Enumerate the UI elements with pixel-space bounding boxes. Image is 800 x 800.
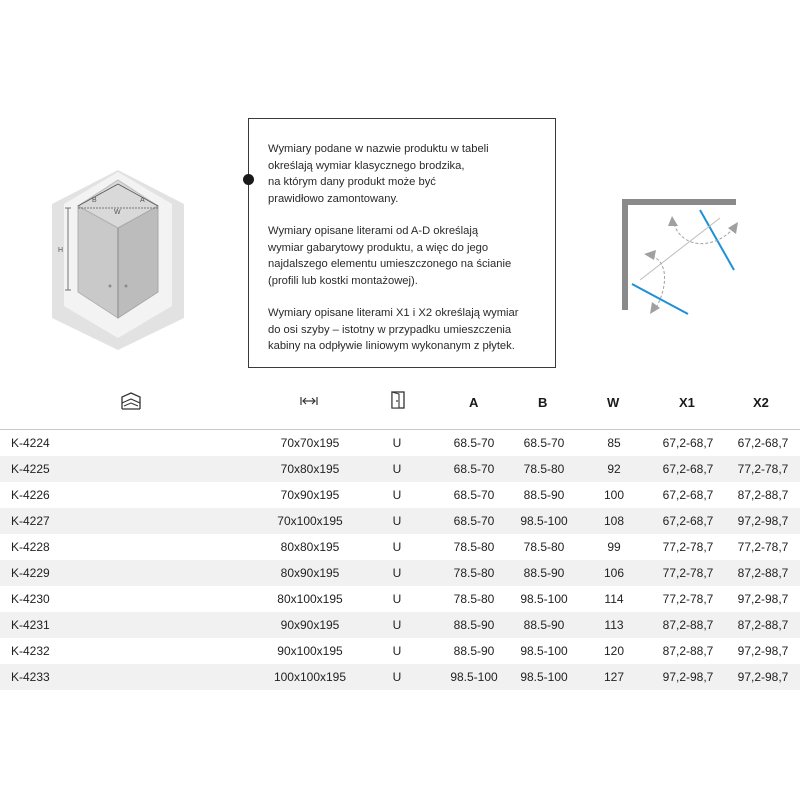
cell-dim: 70x70x195	[280, 436, 340, 450]
cell-x1: 67,2-68,7	[662, 514, 714, 528]
cell-b: 68.5-70	[523, 436, 565, 450]
cell-w: 99	[607, 540, 621, 554]
cell-b: 98.5-100	[520, 514, 568, 528]
cell-type: U	[392, 644, 402, 658]
cell-type: U	[392, 670, 402, 684]
width-arrows-icon	[300, 396, 318, 406]
cell-a: 78.5-80	[453, 540, 495, 554]
cell-x1: 97,2-98,7	[662, 670, 714, 684]
notes-paragraph-3: Wymiary opisane literami X1 i X2 określają wymiar do osi szyby – istotny w przypadku umieszczenia kabiny na odpływie liniowym wykonanym z płytek.	[268, 307, 519, 352]
cell-x2: 87,2-88,7	[737, 566, 789, 580]
table-row	[0, 560, 800, 586]
cell-type: U	[392, 540, 402, 554]
cell-b: 88.5-90	[523, 488, 565, 502]
dimensions-table	[0, 383, 800, 690]
cell-code: K-4227	[11, 514, 50, 528]
table-body	[0, 430, 800, 690]
label-a: A	[140, 197, 145, 204]
header-x1: X1	[679, 395, 695, 410]
cell-a: 88.5-90	[453, 618, 495, 632]
label-b: B	[92, 197, 97, 204]
cell-dim: 80x90x195	[280, 566, 340, 580]
label-h: H	[58, 247, 64, 254]
cell-a: 68.5-70	[453, 514, 495, 528]
table-header	[0, 383, 800, 430]
cell-dim: 100x100x195	[273, 670, 347, 684]
cell-a: 68.5-70	[453, 436, 495, 450]
cell-x1: 67,2-68,7	[662, 488, 714, 502]
cell-dim: 70x80x195	[280, 462, 340, 476]
cell-code: K-4231	[11, 618, 50, 632]
cell-type: U	[392, 566, 402, 580]
cell-b: 98.5-100	[520, 670, 568, 684]
table-row	[0, 612, 800, 638]
notes-paragraph-2: Wymiary opisane literami od A-D określają wymiar gabarytowy produktu, a więc do jego najdalszego elementu umieszczonego na ścianie (profili lub kostki montażowej).	[268, 225, 512, 287]
table-row	[0, 430, 800, 456]
cell-type: U	[392, 488, 402, 502]
shower-tray-icon	[120, 391, 142, 411]
cell-code: K-4232	[11, 644, 50, 658]
cell-x2: 87,2-88,7	[737, 488, 789, 502]
cell-x2: 97,2-98,7	[737, 670, 789, 684]
cell-x2: 77,2-78,7	[737, 540, 789, 554]
cell-b: 78.5-80	[523, 540, 565, 554]
cell-code: K-4229	[11, 566, 50, 580]
cell-type: U	[392, 592, 402, 606]
table-row	[0, 508, 800, 534]
table-row	[0, 534, 800, 560]
label-w: W	[114, 209, 121, 216]
cell-w: 100	[603, 488, 625, 502]
header-a: A	[469, 395, 479, 410]
cell-dim: 70x100x195	[277, 514, 343, 528]
cell-type: U	[392, 436, 402, 450]
cell-code: K-4233	[11, 670, 50, 684]
cell-x2: 77,2-78,7	[737, 462, 789, 476]
cell-x1: 87,2-88,7	[662, 644, 714, 658]
cell-dim: 90x90x195	[280, 618, 340, 632]
cell-code: K-4230	[11, 592, 50, 606]
cell-a: 68.5-70	[453, 462, 495, 476]
cell-x1: 77,2-78,7	[662, 566, 714, 580]
cell-dim: 70x90x195	[280, 488, 340, 502]
cell-w: 108	[603, 514, 625, 528]
cell-x2: 87,2-88,7	[737, 618, 789, 632]
cell-b: 98.5-100	[520, 592, 568, 606]
cell-b: 88.5-90	[523, 618, 565, 632]
cell-dim: 80x80x195	[280, 540, 340, 554]
cell-dim: 90x100x195	[277, 644, 343, 658]
cell-x2: 97,2-98,7	[737, 592, 789, 606]
cell-w: 114	[604, 592, 624, 606]
header-x2: X2	[753, 395, 769, 410]
cell-w: 106	[603, 566, 625, 580]
cell-w: 85	[607, 436, 621, 450]
cell-a: 68.5-70	[453, 488, 495, 502]
cell-x2: 97,2-98,7	[737, 644, 789, 658]
cell-dim: 80x100x195	[277, 592, 343, 606]
cell-a: 88.5-90	[453, 644, 495, 658]
table-row	[0, 664, 800, 690]
notes-marker-dot	[243, 174, 254, 185]
dimension-notes-box	[248, 118, 556, 368]
cell-code: K-4228	[11, 540, 50, 554]
cell-x1: 67,2-68,7	[662, 436, 714, 450]
cell-w: 127	[603, 670, 625, 684]
table-row	[0, 456, 800, 482]
notes-paragraph-1: Wymiary podane w nazwie produktu w tabeli określają wymiar klasycznego brodzika, na którym dany produkt może być prawidłowo zamontowany.	[268, 143, 489, 205]
cell-w: 120	[603, 644, 625, 658]
cell-w: 113	[604, 618, 624, 632]
cell-type: U	[392, 462, 402, 476]
cell-x1: 77,2-78,7	[662, 592, 714, 606]
door-swing-diagram	[612, 190, 748, 326]
header-b: B	[538, 395, 548, 410]
cell-x1: 67,2-68,7	[662, 462, 714, 476]
cell-code: K-4226	[11, 488, 50, 502]
cell-a: 98.5-100	[450, 670, 498, 684]
cell-a: 78.5-80	[453, 566, 495, 580]
cell-x1: 87,2-88,7	[662, 618, 714, 632]
table-row	[0, 638, 800, 664]
cell-w: 92	[607, 462, 621, 476]
cell-code: K-4224	[11, 436, 50, 450]
cell-x1: 77,2-78,7	[662, 540, 714, 554]
cell-type: U	[392, 514, 402, 528]
cell-a: 78.5-80	[453, 592, 495, 606]
cabin-3d-diagram	[48, 168, 188, 352]
cell-x2: 67,2-68,7	[737, 436, 789, 450]
cell-b: 98.5-100	[520, 644, 568, 658]
cell-code: K-4225	[11, 462, 50, 476]
cell-b: 88.5-90	[523, 566, 565, 580]
door-icon	[391, 391, 405, 409]
cell-type: U	[392, 618, 402, 632]
table-row	[0, 482, 800, 508]
table-row	[0, 586, 800, 612]
cell-b: 78.5-80	[523, 462, 565, 476]
cell-x2: 97,2-98,7	[737, 514, 789, 528]
header-w: W	[607, 395, 620, 410]
